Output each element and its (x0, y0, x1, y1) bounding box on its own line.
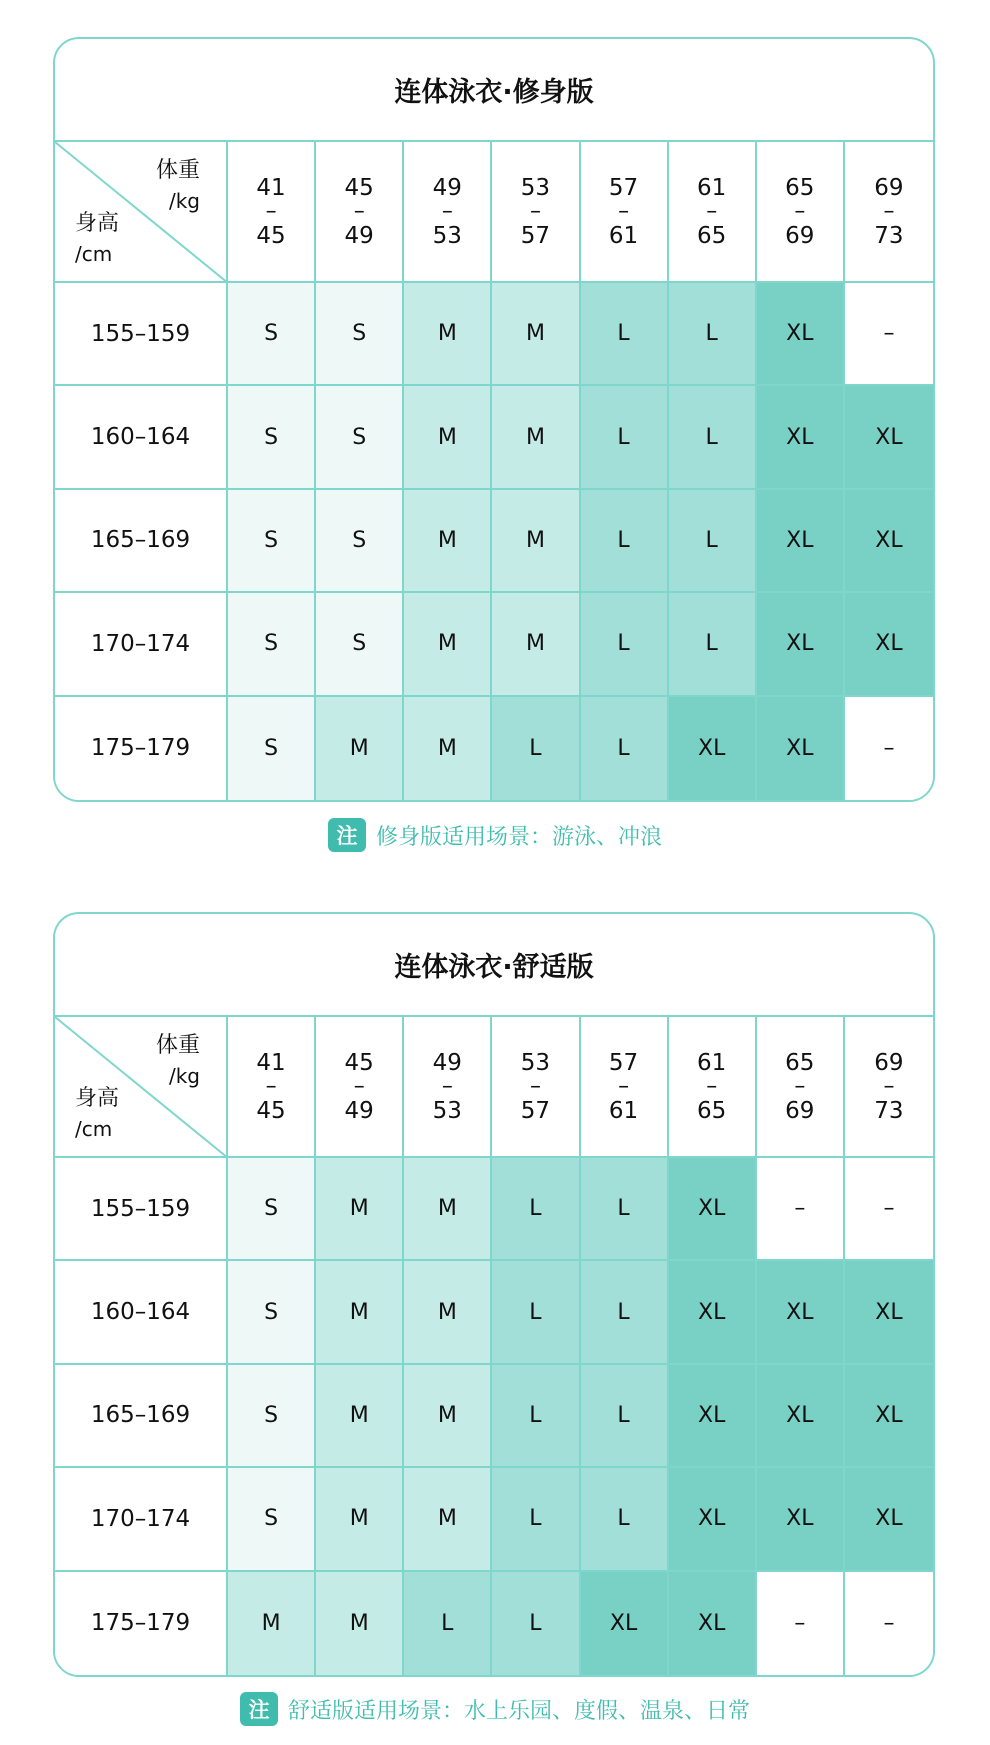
size-cell: L (581, 697, 669, 800)
size-cell: L (492, 1365, 580, 1468)
size-chart-title: 连体泳衣·舒适版 (55, 914, 933, 1017)
size-cell: L (581, 1261, 669, 1364)
size-cell: S (228, 1365, 316, 1468)
size-cell: S (316, 490, 404, 593)
size-cell: M (316, 1158, 404, 1261)
height-range-header: 170–174 (55, 1468, 228, 1571)
weight-range-header: 69 – 73 (845, 1017, 933, 1158)
height-range-header: 165–169 (55, 490, 228, 593)
size-cell: M (404, 1468, 492, 1571)
size-cell: M (492, 490, 580, 593)
size-cell: L (669, 490, 757, 593)
size-cell: L (581, 593, 669, 696)
weight-range-header: 41 – 45 (228, 142, 316, 283)
size-cell: XL (845, 386, 933, 489)
weight-range-header: 49 – 53 (404, 142, 492, 283)
size-cell: M (404, 593, 492, 696)
size-chart-slim-fit (53, 37, 935, 802)
size-cell: S (228, 283, 316, 386)
size-cell: XL (757, 593, 845, 696)
size-cell: – (845, 1158, 933, 1261)
weight-range-header: 69 – 73 (845, 142, 933, 283)
size-chart-comfort-fit (53, 912, 935, 1677)
weight-range-header: 57 – 61 (581, 1017, 669, 1158)
size-cell: – (845, 697, 933, 800)
size-cell: L (492, 1158, 580, 1261)
weight-axis-label: 体重 /kg (155, 158, 200, 213)
size-cell: M (316, 1468, 404, 1571)
size-cell: M (492, 593, 580, 696)
size-cell: M (316, 1365, 404, 1468)
weight-range-header: 57 – 61 (581, 142, 669, 283)
size-cell: L (492, 1261, 580, 1364)
size-cell: XL (757, 386, 845, 489)
height-range-header: 165–169 (55, 1365, 228, 1468)
size-cell: XL (757, 283, 845, 386)
weight-range-header: 53 – 57 (492, 142, 580, 283)
size-cell: L (581, 1158, 669, 1261)
height-range-header: 160–164 (55, 386, 228, 489)
size-cell: – (757, 1158, 845, 1261)
size-cell: – (757, 1572, 845, 1675)
size-cell: XL (757, 490, 845, 593)
height-axis-label: 身高 /cm (75, 211, 120, 266)
size-cell: XL (757, 1468, 845, 1571)
size-cell: – (845, 283, 933, 386)
height-range-header: 170–174 (55, 593, 228, 696)
size-cell: S (228, 1468, 316, 1571)
size-cell: S (316, 593, 404, 696)
size-cell: M (404, 1158, 492, 1261)
usage-note (0, 1692, 990, 1726)
height-range-header: 155–159 (55, 1158, 228, 1261)
size-cell: M (404, 1261, 492, 1364)
size-cell: XL (845, 1261, 933, 1364)
size-cell: M (316, 1261, 404, 1364)
size-cell: M (404, 697, 492, 800)
size-cell: M (404, 386, 492, 489)
size-cell: M (404, 490, 492, 593)
note-text: 舒适版适用场景：水上乐园、度假、温泉、日常 (287, 1698, 750, 1724)
size-cell: XL (669, 1365, 757, 1468)
weight-range-header: 65 – 69 (757, 1017, 845, 1158)
height-range-header: 175–179 (55, 1572, 228, 1675)
size-cell: S (228, 593, 316, 696)
size-cell: L (492, 1572, 580, 1675)
note-badge: 注 (328, 818, 366, 852)
size-cell: XL (669, 697, 757, 800)
size-table (55, 1017, 933, 1675)
size-cell: M (316, 1572, 404, 1675)
size-cell: S (228, 1261, 316, 1364)
note-text: 修身版适用场景：游泳、冲浪 (375, 824, 662, 850)
size-cell: XL (757, 697, 845, 800)
size-cell: XL (845, 1468, 933, 1571)
size-cell: XL (757, 1365, 845, 1468)
size-cell: S (316, 283, 404, 386)
note-badge: 注 (240, 1692, 278, 1726)
size-chart-title: 连体泳衣·修身版 (55, 39, 933, 142)
height-range-header: 155–159 (55, 283, 228, 386)
size-cell: L (492, 1468, 580, 1571)
size-cell: XL (581, 1572, 669, 1675)
size-cell: L (581, 386, 669, 489)
corner-header (55, 1017, 228, 1158)
weight-range-header: 45 – 49 (316, 1017, 404, 1158)
size-cell: M (404, 283, 492, 386)
weight-range-header: 49 – 53 (404, 1017, 492, 1158)
weight-range-header: 41 – 45 (228, 1017, 316, 1158)
height-range-header: 175–179 (55, 697, 228, 800)
size-cell: M (316, 697, 404, 800)
size-cell: L (581, 1365, 669, 1468)
size-cell: L (581, 1468, 669, 1571)
size-cell: S (228, 1158, 316, 1261)
size-cell: S (228, 490, 316, 593)
corner-header (55, 142, 228, 283)
size-cell: L (581, 490, 669, 593)
height-axis-label: 身高 /cm (75, 1086, 120, 1141)
size-cell: L (669, 593, 757, 696)
size-cell: – (845, 1572, 933, 1675)
size-cell: L (492, 697, 580, 800)
size-cell: L (404, 1572, 492, 1675)
size-cell: S (228, 697, 316, 800)
size-cell: XL (757, 1261, 845, 1364)
size-cell: XL (669, 1261, 757, 1364)
size-cell: M (228, 1572, 316, 1675)
weight-axis-label: 体重 /kg (155, 1033, 200, 1088)
size-cell: M (492, 386, 580, 489)
size-cell: L (669, 283, 757, 386)
size-cell: XL (669, 1468, 757, 1571)
size-cell: S (228, 386, 316, 489)
weight-range-header: 45 – 49 (316, 142, 404, 283)
height-range-header: 160–164 (55, 1261, 228, 1364)
weight-range-header: 53 – 57 (492, 1017, 580, 1158)
weight-range-header: 61 – 65 (669, 142, 757, 283)
size-cell: XL (845, 1365, 933, 1468)
weight-range-header: 65 – 69 (757, 142, 845, 283)
usage-note (0, 818, 990, 852)
weight-range-header: 61 – 65 (669, 1017, 757, 1158)
size-cell: S (316, 386, 404, 489)
size-cell: M (492, 283, 580, 386)
size-table (55, 142, 933, 800)
size-cell: L (669, 386, 757, 489)
size-cell: M (404, 1365, 492, 1468)
size-cell: XL (669, 1572, 757, 1675)
size-cell: XL (845, 593, 933, 696)
size-cell: XL (669, 1158, 757, 1261)
size-cell: L (581, 283, 669, 386)
size-cell: XL (845, 490, 933, 593)
